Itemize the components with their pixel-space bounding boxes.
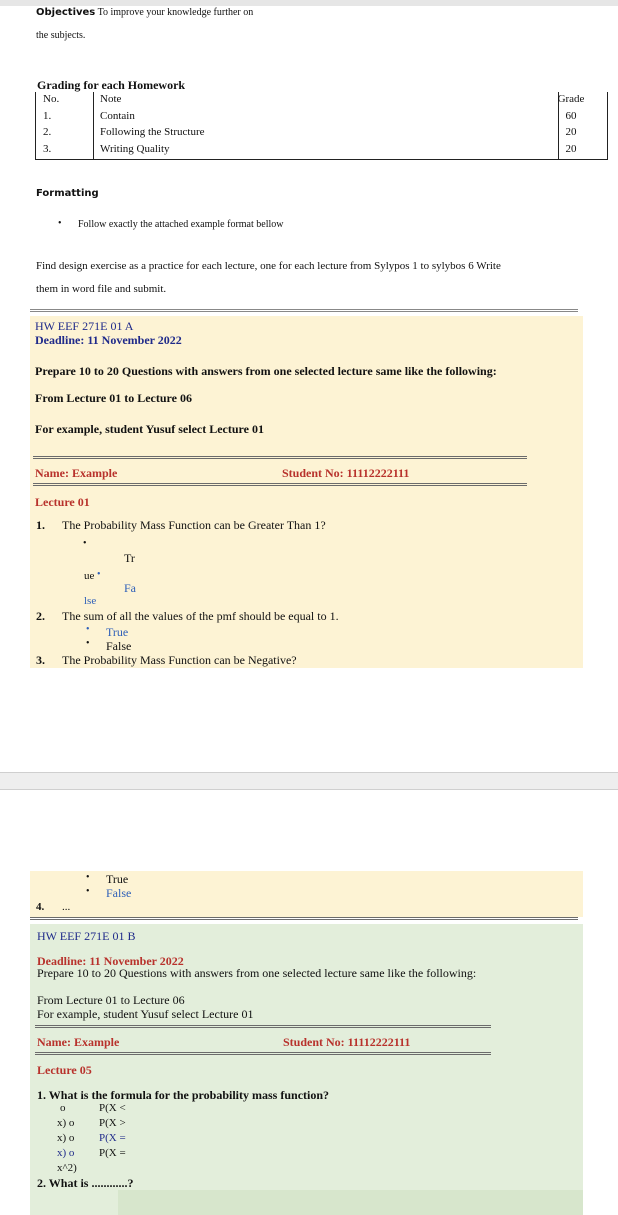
bullet-icon: • (97, 569, 101, 580)
bullet-icon: • (58, 218, 62, 229)
separator (35, 1025, 491, 1028)
bullet-icon: • (86, 886, 90, 897)
top-bar (0, 0, 618, 6)
q1-fragment: Fa (124, 581, 136, 595)
separator (35, 1052, 491, 1055)
q2-number: 2. (36, 609, 45, 623)
page-break (0, 772, 618, 790)
hw-b-prepare: Prepare 10 to 20 Questions with answers from one selected lecture same like the following: (37, 966, 477, 980)
row-no: 1. (43, 110, 52, 122)
hw-b-title: HW EEF 271E 01 B (37, 929, 136, 943)
instruction-line-1: Find design exercise as a practice for each lecture, one for each lecture from Sylypos 1 to sylybos 6 Write (36, 260, 501, 272)
hw-a-student-no: Student No: 11112222111 (282, 466, 410, 480)
b-q1-text: 1. What is the formula for the probability mass function? (37, 1088, 330, 1102)
bullet-icon: • (86, 638, 90, 649)
hw-b-lecture: Lecture 05 (37, 1063, 92, 1077)
objectives-line (36, 7, 253, 18)
row-note: Writing Quality (100, 143, 170, 155)
q1-number: 1. (36, 518, 45, 532)
q2-option: True (106, 625, 129, 639)
b-q2-text: 2. What is ............? (37, 1176, 134, 1190)
formatting-bullet: Follow exactly the attached example format bellow (78, 219, 284, 230)
objectives-text: To improve your knowledge further on (95, 7, 254, 18)
q1-text: The Probability Mass Function can be Greater Than 1? (62, 518, 326, 532)
q1-fragment: ue (84, 570, 95, 582)
bullet-icon: • (86, 872, 90, 883)
q2-text: The sum of all the values of the pmf should be equal to 1. (62, 609, 339, 623)
b-q1-right: P(X = (99, 1132, 126, 1144)
row-no: 2. (43, 126, 52, 138)
row-grade: 20 (565, 126, 577, 138)
hw-a-name: Name: Example (35, 466, 118, 480)
grading-title: Grading for each Homework (37, 78, 186, 92)
objectives-text-2: the subjects. (36, 30, 86, 41)
separator (33, 456, 527, 459)
objectives-label: Objectives (36, 7, 96, 18)
q4-dots: ... (62, 901, 71, 913)
header-note: Note (100, 93, 122, 105)
q3-option: True (106, 872, 129, 886)
row-grade: 60 (565, 110, 577, 122)
bullet-icon: • (83, 538, 87, 549)
grading-table (35, 92, 610, 160)
b-q1-left: x) o (57, 1147, 75, 1159)
b-q1-left: x) o (57, 1132, 75, 1144)
b-q1-right: P(X > (99, 1117, 126, 1129)
row-no: 3. (43, 143, 52, 155)
hw-a-example: For example, student Yusuf select Lecture 01 (35, 422, 264, 436)
header-grade: Grade (557, 93, 585, 105)
b-q1-right: P(X = (99, 1147, 126, 1159)
b-q1-right: P(X < (99, 1102, 126, 1114)
header-no: No. (43, 93, 60, 105)
b-q1-left: o (60, 1102, 66, 1114)
separator (33, 483, 527, 486)
separator (30, 309, 578, 312)
green-highlight (118, 1190, 583, 1215)
q1-fragment: Tr (124, 551, 135, 565)
hw-a-lecture: Lecture 01 (35, 495, 90, 509)
separator (30, 917, 578, 920)
hw-a-prepare: Prepare 10 to 20 Questions with answers from one selected lecture same like the following: (35, 364, 497, 378)
hw-b-name: Name: Example (37, 1035, 120, 1049)
hw-b-deadline: Deadline: 11 November 2022 (37, 954, 184, 968)
q3-text: The Probability Mass Function can be Negative? (62, 653, 297, 667)
row-note: Following the Structure (100, 126, 205, 138)
q3-option: False (106, 886, 132, 900)
hw-b-student-no: Student No: 11112222111 (283, 1035, 411, 1049)
row-grade: 20 (565, 143, 577, 155)
bullet-icon: • (86, 624, 90, 635)
q1-fragment: lse (84, 595, 97, 607)
b-q1-left: x^2) (57, 1162, 77, 1174)
hw-a-range: From Lecture 01 to Lecture 06 (35, 391, 192, 405)
instruction-line-2: them in word file and submit. (36, 283, 167, 295)
formatting-title: Formatting (36, 188, 99, 199)
q4-number: 4. (36, 901, 45, 913)
q3-number: 3. (36, 653, 45, 667)
b-q1-left: x) o (57, 1117, 75, 1129)
hw-b-range: From Lecture 01 to Lecture 06 (37, 993, 185, 1007)
hw-a-deadline: Deadline: 11 November 2022 (35, 333, 182, 347)
row-note: Contain (100, 110, 135, 122)
hw-b-example: For example, student Yusuf select Lecture 01 (37, 1007, 254, 1021)
q2-option: False (106, 639, 132, 653)
hw-a-title: HW EEF 271E 01 A (35, 319, 134, 333)
